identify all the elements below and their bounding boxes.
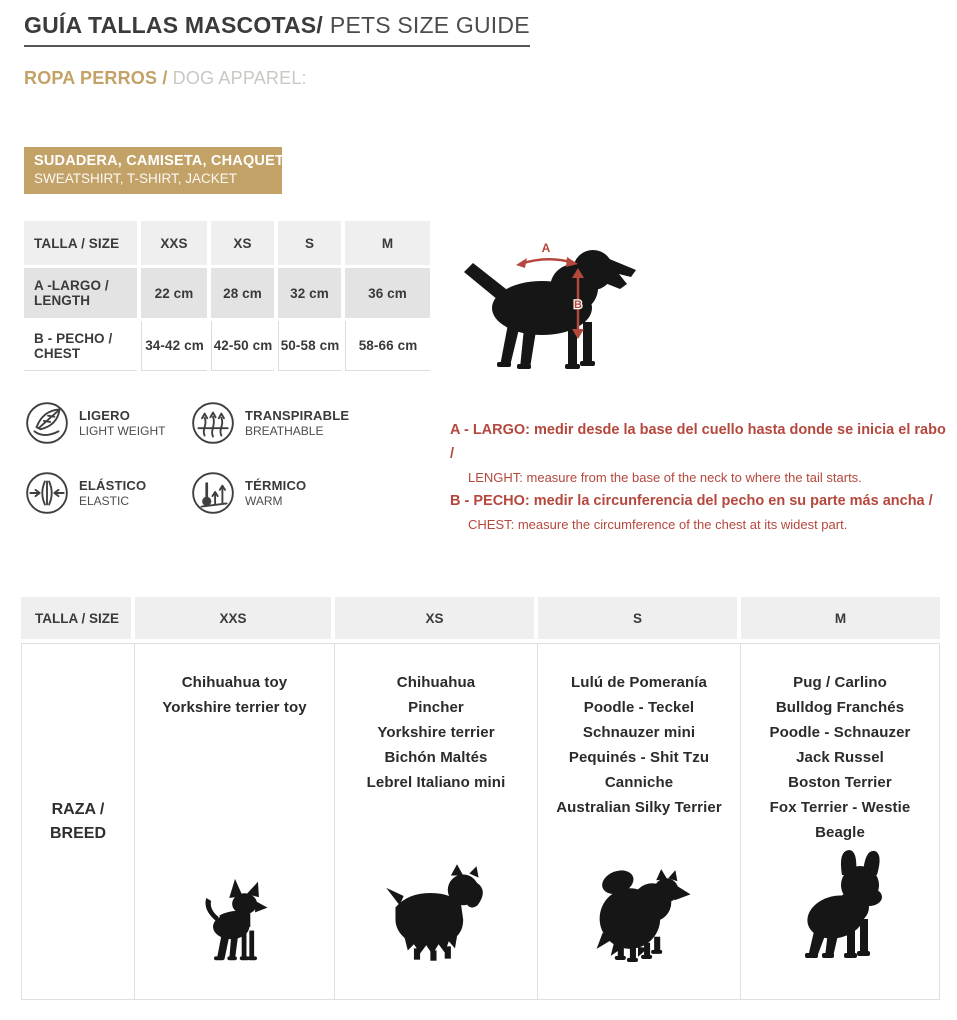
length-s-value: 32 cm xyxy=(278,268,341,318)
french-bulldog-silhouette xyxy=(784,847,896,965)
breed-header-m: M xyxy=(741,597,940,639)
feature-name-es: TRANSPIRABLE xyxy=(245,408,350,423)
yorkshire-terrier-silhouette xyxy=(377,862,495,965)
breathable-icon xyxy=(190,400,236,446)
raza-label-es: RAZA / xyxy=(51,800,105,818)
raza-label-en: BREED xyxy=(49,824,106,842)
pomeranian-silhouette xyxy=(577,858,701,965)
arrow-label-b: B xyxy=(574,299,582,311)
breed-cell-m xyxy=(740,644,939,999)
breed-list-xxs xyxy=(162,644,306,720)
length-m-value: 36 cm xyxy=(345,268,430,318)
breed-item: Bulldog Franchés xyxy=(775,699,905,716)
feature-lightweight xyxy=(24,400,190,446)
banner-line-es: SUDADERA, CAMISETA, CHAQUETA/ xyxy=(34,153,298,169)
size-table xyxy=(24,221,430,371)
feature-elastic xyxy=(24,470,190,516)
feature-list xyxy=(24,400,390,516)
subtitle-en: DOG APPAREL: xyxy=(172,68,307,88)
breed-table-body xyxy=(21,643,940,1000)
breed-table xyxy=(21,597,940,1000)
size-table-header-m: M xyxy=(345,221,430,265)
banner-line-en: SWEATSHIRT, T-SHIRT, JACKET xyxy=(34,171,238,186)
breed-item: Yorkshire terrier toy xyxy=(162,699,307,716)
breed-item: Boston Terrier xyxy=(788,774,892,791)
breed-item: Bichón Maltés xyxy=(384,749,488,766)
breed-item: Jack Russel xyxy=(796,749,884,766)
labrador-silhouette xyxy=(452,226,647,374)
feature-elastic-labels xyxy=(79,478,146,508)
feature-name-en: WARM xyxy=(245,494,283,508)
breed-item: Beagle xyxy=(815,824,865,841)
breed-item: Chihuahua xyxy=(396,674,476,691)
note-length xyxy=(450,418,950,489)
garment-type-banner xyxy=(24,147,298,194)
breed-header-s: S xyxy=(538,597,737,639)
page-title-en: PETS SIZE GUIDE xyxy=(329,12,530,38)
breed-item: Canniche xyxy=(604,774,674,791)
feature-name-es: ELÁSTICO xyxy=(79,478,147,493)
feather-icon xyxy=(24,400,70,446)
length-xs-value: 28 cm xyxy=(211,268,274,318)
breed-header-xs: XS xyxy=(335,597,534,639)
size-table-header-xxs: XXS xyxy=(141,221,207,265)
feature-warm xyxy=(190,470,390,516)
thermometer-icon xyxy=(190,470,236,516)
feature-name-en: LIGHT WEIGHT xyxy=(79,424,166,438)
breed-cell-xs xyxy=(334,644,537,999)
breed-item: Australian Silky Terrier xyxy=(556,799,722,816)
breed-item: Lebrel Italiano mini xyxy=(366,774,506,791)
size-table-header-talla: TALLA / SIZE xyxy=(24,221,137,265)
breed-item: Pequinés - Shit Tzu xyxy=(568,749,710,766)
feature-name-en: BREATHABLE xyxy=(245,424,324,438)
measuring-diagram xyxy=(452,226,647,379)
breed-item: Chihuahua toy xyxy=(181,674,288,691)
breed-cell-xxs xyxy=(134,644,334,999)
breed-list-s xyxy=(556,644,722,820)
note-chest-es: B - PECHO: medir la circunferencia del pecho en su parte más ancha / xyxy=(450,493,933,509)
length-row-label: A -LARGO / LENGTH xyxy=(24,268,137,318)
elastic-icon xyxy=(24,470,70,516)
note-chest xyxy=(450,489,950,536)
feature-warm-labels xyxy=(245,478,306,508)
arrow-label-a: A xyxy=(541,241,551,255)
breed-item: Poodle - Teckel xyxy=(583,699,695,716)
feature-breathable xyxy=(190,400,390,446)
breed-list-m xyxy=(770,644,911,845)
breed-item: Lulú de Pomeranía xyxy=(571,674,707,691)
subtitle-es: ROPA PERROS / xyxy=(24,68,168,88)
breed-header-xxs: XXS xyxy=(135,597,331,639)
raza-breed-label xyxy=(50,798,106,846)
chest-m-value: 58-66 cm xyxy=(345,321,430,371)
size-table-header-s: S xyxy=(278,221,341,265)
breed-row-label-cell xyxy=(22,644,134,999)
breed-header-talla: TALLA / SIZE xyxy=(21,597,131,639)
feature-name-es: LIGERO xyxy=(79,408,131,423)
size-table-header-xs: XS xyxy=(211,221,274,265)
breed-list-xs xyxy=(367,644,506,795)
feature-name-en: ELASTIC xyxy=(79,494,130,508)
chihuahua-silhouette xyxy=(187,877,283,965)
breed-item: Yorkshire terrier xyxy=(377,724,495,741)
feature-breathable-labels xyxy=(245,408,349,438)
breed-cell-s xyxy=(537,644,740,999)
page-title-es: GUÍA TALLAS MASCOTAS/ xyxy=(24,12,323,38)
chest-row-label: B - PECHO / CHEST xyxy=(24,321,137,371)
chest-s-value: 50-58 cm xyxy=(278,321,341,371)
breed-table-header xyxy=(21,597,940,639)
breed-item: Pug / Carlino xyxy=(793,674,887,691)
breed-item: Fox Terrier - Westie xyxy=(769,799,911,816)
page-title xyxy=(24,12,530,47)
feature-lightweight-labels xyxy=(79,408,165,438)
breed-item: Schnauzer mini xyxy=(582,724,696,741)
note-length-es: A - LARGO: medir desde la base del cuello hasta donde se inicia el rabo / xyxy=(450,422,946,462)
note-length-en: LENGHT: measure from the base of the neck to where the tail starts. xyxy=(468,470,862,485)
chest-xs-value: 42-50 cm xyxy=(211,321,274,371)
note-chest-en: CHEST: measure the circumference of the chest at its widest part. xyxy=(468,517,848,532)
chest-xxs-value: 34-42 cm xyxy=(141,321,207,371)
section-subtitle xyxy=(24,68,307,89)
breed-item: Poodle - Schnauzer xyxy=(769,724,911,741)
length-xxs-value: 22 cm xyxy=(141,268,207,318)
breed-item: Pincher xyxy=(408,699,464,716)
feature-name-es: TÉRMICO xyxy=(245,478,307,493)
measuring-notes xyxy=(450,418,950,536)
